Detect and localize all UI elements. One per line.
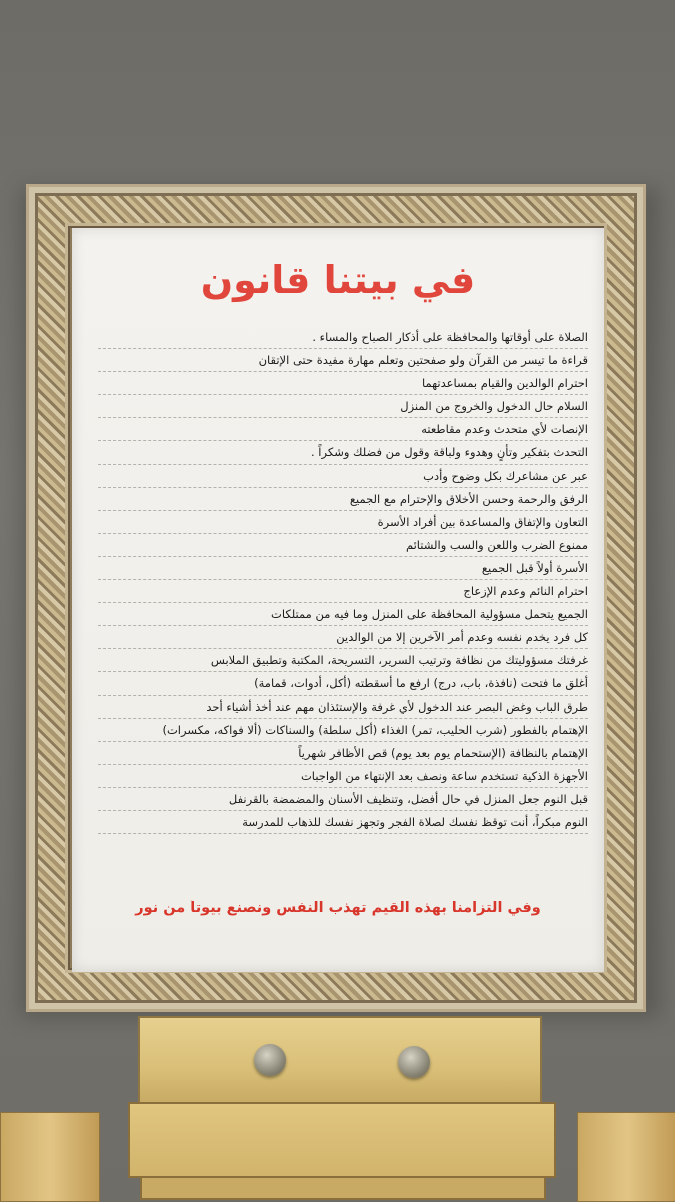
rule-item: الإهتمام بالفطور (شرب الحليب، تمر) الغذاء (أكل سلطة) والسناكات (ألا فواكه، مكسرات) <box>98 719 588 742</box>
rule-item: عبر عن مشاعرك بكل وضوح وأدب <box>98 465 588 488</box>
rule-item: كل فرد يخدم نفسه وعدم أمر الآخرين إلا من الوالدين <box>98 626 588 649</box>
easel-base <box>140 1176 546 1200</box>
rule-item: الإهتمام بالنظافة (الإستحمام يوم بعد يوم) قص الأظافر شهرياً <box>98 742 588 765</box>
rule-item: التعاون والإتفاق والمساعدة بين أفراد الأسرة <box>98 511 588 534</box>
rule-item: التحدث بتفكير وتأنٍ وهدوء ولباقة وقول من فضلك وشكراً . <box>98 441 588 464</box>
rule-item: النوم مبكراً، أنت توقظ نفسك لصلاة الفجر وتجهز نفسك للذهاب للمدرسة <box>98 811 588 834</box>
easel-top-board <box>138 1016 542 1104</box>
easel-ledge <box>128 1102 556 1178</box>
rule-item: السلام حال الدخول والخروج من المنزل <box>98 395 588 418</box>
easel-left-post <box>0 1112 100 1202</box>
rule-item: قبل النوم جعل المنزل في حال أفضل، وتنظيف الأسنان والمضمضة بالقرنفل <box>98 788 588 811</box>
rule-item: احترام النائم وعدم الإزعاج <box>98 580 588 603</box>
rule-item: أغلق ما فتحت (نافذة، باب، درج) ارفع ما أسقطته (أكل، أدوات، قمامة) <box>98 672 588 695</box>
rule-item: طرق الباب وغض البصر عند الدخول لأي غرفة والإستئذان مهم عند أخذ أشياء أحد <box>98 696 588 719</box>
rule-item: الإنصات لأي متحدث وعدم مقاطعته <box>98 418 588 441</box>
rules-list <box>98 326 588 834</box>
easel-knob-left <box>254 1044 286 1076</box>
rule-item: الرفق والرحمة وحسن الأخلاق والإحترام مع الجميع <box>98 488 588 511</box>
easel-right-post <box>577 1112 675 1202</box>
rule-item: احترام الوالدين والقيام بمساعدتهما <box>98 372 588 395</box>
poster-title: في بيتنا قانون <box>200 258 476 302</box>
rule-item: الجميع يتحمل مسؤولية المحافظة على المنزل وما فيه من ممتلكات <box>98 603 588 626</box>
rule-item: الأسرة أولاً قبل الجميع <box>98 557 588 580</box>
rule-item: الأجهزة الذكية تستخدم ساعة ونصف بعد الإنتهاء من الواجبات <box>98 765 588 788</box>
rule-item: قراءة ما تيسر من القرآن ولو صفحتين وتعلم مهارة مفيدة حتى الإتقان <box>98 349 588 372</box>
poster-paper <box>72 228 604 972</box>
rule-item: ممنوع الضرب واللعن والسب والشتائم <box>98 534 588 557</box>
easel-knob-right <box>398 1046 430 1078</box>
closing-line: وفي التزامنا بهذه القيم تهذب النفس ونصنع بيوتاً من نور <box>135 900 541 916</box>
rule-item: الصلاة على أوقاتها والمحافظة على أذكار الصباح والمساء . <box>98 326 588 349</box>
rule-item: غرفتك مسؤوليتك من نظافة وترتيب السرير، التسريحة، المكتبة وتطبيق الملابس <box>98 649 588 672</box>
